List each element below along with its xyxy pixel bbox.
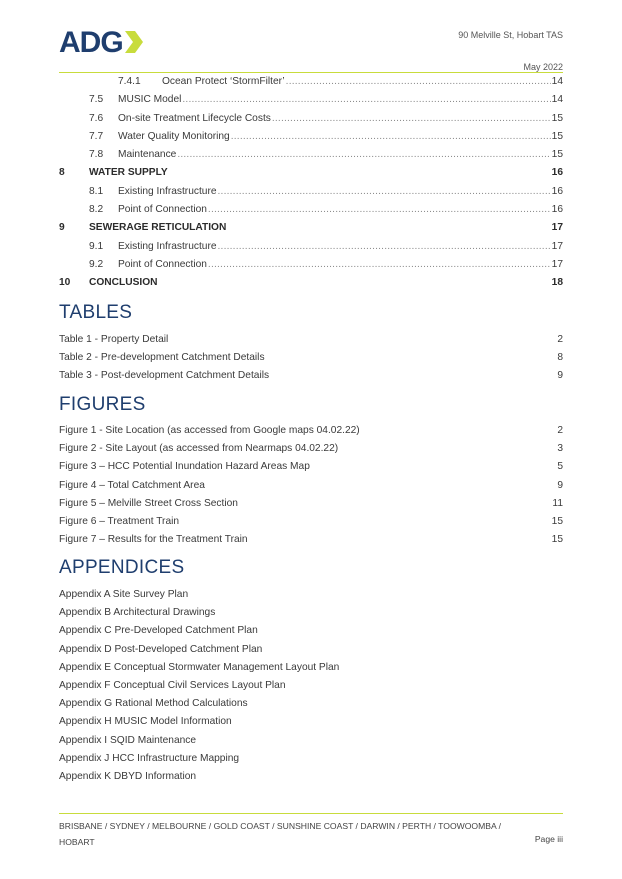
figure-list-entry-page: 11 (552, 497, 563, 509)
toc-entry[interactable] (59, 149, 563, 167)
toc-entry-title: Maintenance (118, 149, 177, 161)
toc-entry-number: 9.1 (89, 240, 104, 252)
toc-entry-number: 8.1 (89, 185, 104, 197)
toc-entry-page: 14 (551, 76, 563, 87)
toc-entry[interactable] (59, 259, 563, 277)
toc-entry[interactable] (59, 76, 563, 94)
svg-text:ADG: ADG (59, 27, 123, 57)
toc-entry-number: 7.5 (89, 94, 104, 106)
appendix-entry[interactable]: Appendix E Conceptual Stormwater Management Layout Plan (59, 661, 340, 673)
toc-entry-number: 9 (59, 222, 65, 234)
table-list-entry-page: 9 (557, 370, 563, 382)
table-list-entry-title: Table 1 - Property Detail (59, 334, 169, 345)
toc-entry-page: 15 (551, 112, 563, 124)
figure-list-entry[interactable] (59, 480, 563, 498)
appendices-list (59, 589, 563, 789)
appendix-entry[interactable]: Appendix A Site Survey Plan (59, 589, 189, 600)
figure-list-entry-title: Figure 1 - Site Location (as accessed from Google maps 04.02.22) (59, 425, 360, 436)
toc-entry-number: 10 (59, 277, 71, 289)
appendices-heading: APPENDICES (59, 557, 185, 578)
toc-entry-page: 16 (551, 185, 563, 197)
toc-entry[interactable] (59, 131, 563, 149)
toc-entry[interactable] (59, 94, 563, 112)
figures-list (59, 425, 563, 552)
header-date: May 2022 (523, 62, 563, 72)
figure-list-entry-title: Figure 4 – Total Catchment Area (59, 479, 205, 491)
appendix-entry[interactable]: Appendix I SQID Maintenance (59, 734, 197, 746)
appendix-entry[interactable]: Appendix G Rational Method Calculations (59, 698, 248, 710)
table-list-entry-page: 8 (557, 352, 563, 364)
figure-list-entry[interactable] (59, 498, 563, 516)
toc-entry-title: Water Quality Monitoring (118, 130, 230, 142)
tables-heading: TABLES (59, 302, 133, 323)
figure-list-entry-page: 9 (557, 479, 563, 491)
figure-list-entry[interactable] (59, 516, 563, 534)
toc-dot-leader (208, 204, 551, 215)
toc-entry-page: 18 (551, 277, 563, 289)
toc-entry-number: 7.8 (89, 149, 104, 161)
toc-entry-number: 8 (59, 167, 65, 179)
figures-heading: FIGURES (59, 394, 146, 415)
figure-list-entry[interactable] (59, 443, 563, 461)
toc-dot-leader (177, 149, 550, 160)
toc-entry-number: 8.2 (89, 204, 104, 216)
toc-entry-title: MUSIC Model (118, 94, 182, 106)
toc-entry-page: 17 (551, 222, 563, 234)
figure-list-entry-title: Figure 5 – Melville Street Cross Section (59, 497, 238, 509)
table-list-entry[interactable] (59, 370, 563, 388)
figure-list-entry-page: 3 (557, 443, 563, 455)
toc-entry-page: 17 (551, 258, 563, 270)
appendix-entry[interactable]: Appendix F Conceptual Civil Services Layout Plan (59, 679, 286, 691)
toc-entry-page: 14 (551, 94, 563, 106)
table-list-entry-title: Table 3 - Post-development Catchment Details (59, 370, 270, 382)
toc-dot-leader (286, 76, 551, 87)
appendix-entry[interactable]: Appendix B Architectural Drawings (59, 607, 216, 619)
toc-entry[interactable] (59, 277, 563, 295)
table-of-contents (59, 76, 563, 296)
figure-list-entry-title: Figure 2 - Site Layout (as accessed from Nearmaps 04.02.22) (59, 443, 339, 455)
table-list-entry-page: 2 (557, 334, 563, 345)
toc-entry[interactable] (59, 204, 563, 222)
toc-entry[interactable] (59, 186, 563, 204)
figure-list-entry-page: 2 (557, 425, 563, 436)
figure-list-entry-page: 5 (557, 461, 563, 473)
toc-dot-leader (208, 259, 551, 270)
toc-entry-page: 15 (551, 149, 563, 161)
table-list-entry[interactable] (59, 334, 563, 352)
appendix-entry[interactable]: Appendix H MUSIC Model Information (59, 716, 232, 728)
figure-list-entry-title: Figure 7 – Results for the Treatment Train (59, 534, 248, 546)
figure-list-entry[interactable] (59, 534, 563, 552)
tables-list (59, 334, 563, 389)
figure-list-entry-title: Figure 6 – Treatment Train (59, 515, 180, 527)
appendix-entry[interactable]: Appendix C Pre-Developed Catchment Plan (59, 625, 258, 637)
toc-dot-leader (218, 241, 551, 252)
appendix-entry[interactable]: Appendix D Post-Developed Catchment Plan (59, 643, 263, 655)
toc-entry-title: WATER SUPPLY (89, 167, 168, 179)
toc-entry[interactable] (59, 113, 563, 131)
toc-entry[interactable] (59, 167, 563, 185)
toc-entry-title: On-site Treatment Lifecycle Costs (118, 112, 271, 124)
toc-entry-number: 7.6 (89, 112, 104, 124)
toc-entry-title: Existing Infrastructure (118, 240, 217, 252)
toc-dot-leader (272, 113, 551, 124)
toc-entry-title: CONCLUSION (89, 277, 158, 289)
toc-entry[interactable] (59, 222, 563, 240)
figure-list-entry-page: 15 (551, 515, 563, 527)
appendix-entry[interactable]: Appendix J HCC Infrastructure Mapping (59, 752, 240, 764)
toc-entry-page: 16 (551, 204, 563, 216)
footer-cities: BRISBANE / SYDNEY / MELBOURNE / GOLD COAST / SUNSHINE COAST / DARWIN / PERTH / TOOWOOMBA / HOBART (59, 821, 502, 847)
toc-entry-title: SEWERAGE RETICULATION (89, 222, 227, 234)
table-list-entry[interactable] (59, 352, 563, 370)
toc-entry-title: Point of Connection (118, 204, 207, 216)
header-address: 90 Melville St, Hobart TAS (458, 30, 563, 40)
toc-entry[interactable] (59, 241, 563, 259)
adg-logo (59, 27, 143, 57)
toc-entry-title: Ocean Protect ‘StormFilter’ (162, 76, 285, 87)
table-list-entry-title: Table 2 - Pre-development Catchment Details (59, 352, 265, 364)
toc-entry-page: 16 (551, 167, 563, 179)
toc-entry-title: Point of Connection (118, 258, 207, 270)
appendix-entry[interactable]: Appendix K DBYD Information (59, 770, 197, 782)
toc-entry-page: 15 (551, 130, 563, 142)
header-divider (59, 72, 563, 73)
toc-entry-page: 17 (551, 240, 563, 252)
figure-list-entry[interactable] (59, 461, 563, 479)
toc-entry-number: 9.2 (89, 258, 104, 270)
figure-list-entry-title: Figure 3 – HCC Potential Inundation Hazard Areas Map (59, 461, 310, 473)
figure-list-entry[interactable] (59, 425, 563, 443)
footer-divider (59, 813, 563, 814)
toc-entry-number: 7.7 (89, 130, 104, 142)
toc-dot-leader (218, 186, 551, 197)
toc-entry-title: Existing Infrastructure (118, 185, 217, 197)
figure-list-entry-page: 15 (551, 534, 563, 546)
toc-dot-leader (231, 131, 551, 142)
toc-dot-leader (182, 94, 550, 105)
footer-page-number: Page iii (534, 834, 563, 844)
toc-entry-number: 7.4.1 (118, 76, 141, 87)
